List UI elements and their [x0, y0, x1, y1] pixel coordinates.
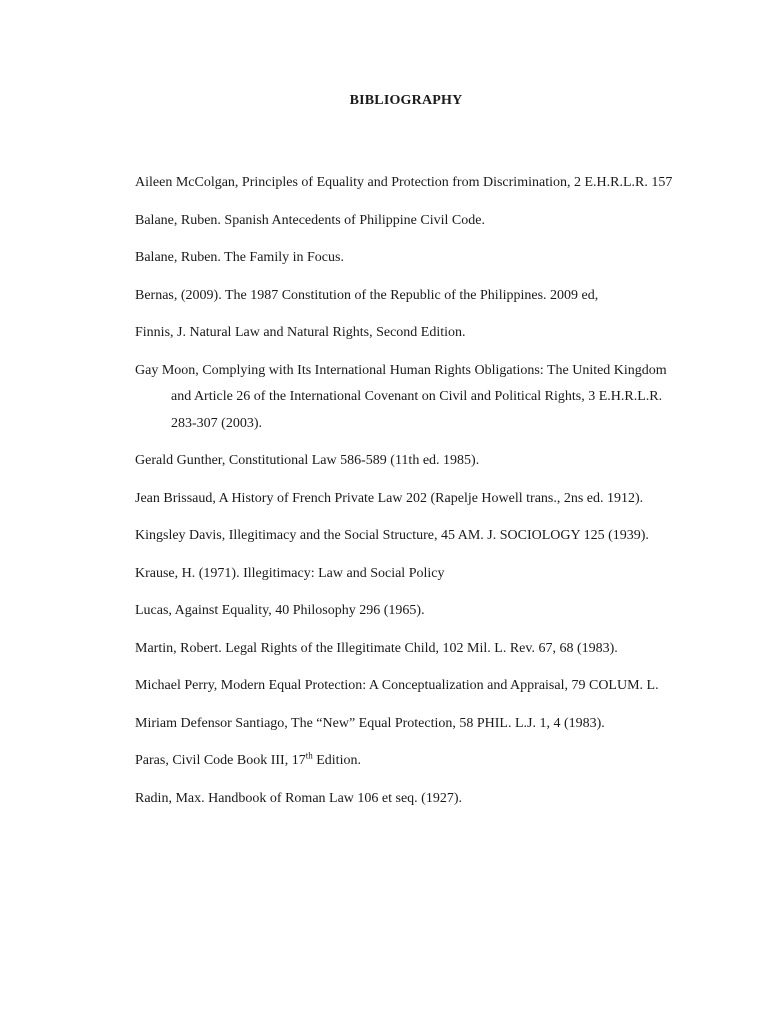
entry-text-before: Paras, Civil Code Book III, 17 [135, 753, 306, 768]
bibliography-entry: Bernas, (2009). The 1987 Constitution of the Republic of the Philippines. 2009 ed, [135, 287, 599, 303]
page-title: BIBLIOGRAPHY [349, 93, 463, 108]
bibliography-entry [135, 748, 687, 775]
bibliography-list [135, 170, 687, 823]
entry-text-after: Edition. [312, 753, 361, 768]
bibliography-entry: Finnis, J. Natural Law and Natural Rights, Second Edition. [135, 325, 466, 340]
bibliography-entry: Martin, Robert. Legal Rights of the Illegitimate Child, 102 Mil. L. Rev. 67, 68 (1983). [135, 640, 618, 656]
bibliography-entry: Krause, H. (1971). Illegitimacy: Law and Social Policy [135, 565, 445, 581]
bibliography-entry: Kingsley Davis, Illegitimacy and the Social Structure, 45 AM. J. SOCIOLOGY 125 (1939). [135, 528, 649, 543]
bibliography-entry: Gerald Gunther, Constitutional Law 586-589 (11th ed. 1985). [135, 453, 480, 468]
bibliography-entry: Gay Moon, Complying with Its International Human Rights Obligations: The United Kingdom and Article 26 of the International Covenant on Civil and Political Rights, 3 E.H.R.L.R. 283-307 (2003). [135, 362, 667, 431]
ordinal-suffix: th [305, 750, 313, 761]
bibliography-entry: Lucas, Against Equality, 40 Philosophy 296 (1965). [135, 603, 425, 618]
bibliography-entry: Jean Brissaud, A History of French Private Law 202 (Rapelje Howell trans., 2ns ed. 1912). [135, 490, 644, 506]
bibliography-entry: Miriam Defensor Santiago, The “New” Equal Protection, 58 PHIL. L.J. 1, 4 (1983). [135, 715, 605, 731]
bibliography-entry: Balane, Ruben. Spanish Antecedents of Philippine Civil Code. [135, 212, 485, 228]
bibliography-entry: Michael Perry, Modern Equal Protection: A Conceptualization and Appraisal, 79 COLUM. L. [135, 678, 659, 693]
bibliography-entry: Aileen McColgan, Principles of Equality and Protection from Discrimination, 2 E.H.R.L.R. 157 [135, 175, 673, 190]
bibliography-entry: Radin, Max. Handbook of Roman Law 106 et seq. (1927). [135, 790, 462, 806]
bibliography-entry: Balane, Ruben. The Family in Focus. [135, 250, 344, 265]
